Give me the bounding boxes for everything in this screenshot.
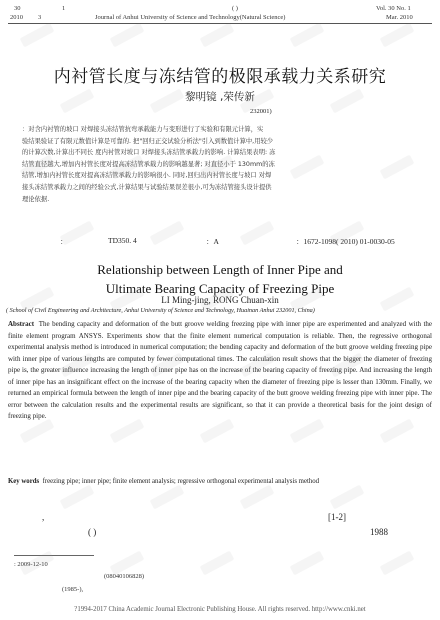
watermark-mark bbox=[200, 23, 235, 48]
article-number: ：1672-1098( 2010) 01-0030-05 bbox=[296, 237, 395, 246]
watermark-mark bbox=[330, 485, 365, 510]
watermark-mark bbox=[240, 221, 275, 246]
meta-colon: ： bbox=[60, 237, 68, 246]
watermark-mark bbox=[380, 551, 415, 576]
watermark-mark bbox=[290, 551, 325, 576]
en-affiliation: ( School of Civil Engineering and Architecture, Anhui University of Science and Technology, Huainan Anhui 232001, China) bbox=[6, 307, 315, 314]
keywords-label: Key words bbox=[8, 478, 40, 485]
watermark-mark bbox=[60, 485, 95, 510]
header-vol-en: Vol. 30 No. 1 bbox=[376, 5, 411, 12]
header-month-cn: 3 bbox=[38, 14, 42, 21]
header-no-cn: 1 bbox=[62, 5, 66, 12]
cn-abstract-line: ：对含内衬管的坡口 对焊接头冻结管抗弯承载能力与变形进行了实验和有限元计算，实 bbox=[22, 126, 264, 133]
en-title-line: Relationship between Length of Inner Pipe and bbox=[97, 262, 343, 277]
en-authors: LI Ming-jing, RONG Chuan-xin bbox=[161, 295, 279, 305]
watermark-mark bbox=[150, 485, 185, 510]
en-abstract-label: Abstract bbox=[8, 320, 35, 328]
note-received: : 2009-12-10 bbox=[14, 561, 48, 568]
watermark-mark bbox=[110, 551, 145, 576]
cn-abstract-line: 验结果验证了有限元数值计算是可靠的. 把"回归正交试验分析法"引入到数值计算中,用较少 bbox=[22, 137, 274, 145]
cn-abstract-line: 理论依据. bbox=[22, 195, 50, 203]
watermark-mark bbox=[290, 23, 325, 48]
cn-abstract-line: 接头冻结管承载力之间的经验公式,计算结果与试验结果误差很小,可为冻结管接头设计提供 bbox=[22, 183, 272, 191]
header-paren: ( ) bbox=[232, 5, 238, 12]
cn-authors: 黎明镜 ,荣传新 bbox=[185, 91, 255, 103]
header-date-en: Mar. 2010 bbox=[386, 14, 413, 21]
cn-title: 内衬管长度与冻结管的极限承载力关系研究 bbox=[53, 67, 387, 87]
note-bio: (1985-), bbox=[62, 586, 84, 593]
keywords bbox=[8, 477, 432, 487]
watermark-mark bbox=[240, 485, 275, 510]
watermark-mark bbox=[110, 23, 145, 48]
body-paren: ( ) bbox=[88, 527, 97, 537]
cn-abstract-line: 结管直径越大,增加内衬管长度对提高冻结管承载力的影响越显著; 对直径小于 130mm的冻 bbox=[22, 160, 275, 168]
watermark-mark bbox=[200, 551, 235, 576]
en-title-line: Ultimate Bearing Capacity of Freezing Pipe bbox=[105, 281, 335, 296]
watermark-mark bbox=[380, 23, 415, 48]
body-year: 1988 bbox=[370, 527, 388, 537]
cn-abstract-line: 结管,增加内衬管长度对提高冻结管承载力的影响很小. 同时,回归出内衬管长度与坡口 对焊 bbox=[22, 172, 272, 180]
cn-affiliation-code: 232001) bbox=[250, 108, 272, 115]
header-journal-en: Journal of Anhui University of Science and Technology(Natural Science) bbox=[95, 14, 286, 21]
watermark-mark bbox=[20, 23, 55, 48]
body-comma: , bbox=[42, 512, 45, 522]
clc-number: TD350. 4 bbox=[108, 236, 137, 245]
footnote-rule bbox=[14, 555, 94, 556]
note-fund: (08040106828) bbox=[104, 573, 145, 580]
watermark-mark bbox=[60, 221, 95, 246]
document-code: ：A bbox=[206, 237, 219, 246]
cn-abstract-line: 的计算次数,计算出不同长 度内衬管对坡口 对焊接头冻结管承载力的影响. 计算结果表明: 冻 bbox=[22, 149, 276, 157]
watermark-mark bbox=[150, 221, 185, 246]
header-year: 2010 bbox=[10, 14, 23, 21]
body-citation: [1-2] bbox=[328, 512, 346, 522]
keywords-text: freezing pipe; inner pipe; finite element analysis; regressive orthogonal experimental analysis method bbox=[42, 478, 320, 485]
footer: ?1994-2017 China Academic Journal Electronic Publishing House. All rights reserved. http://www.cnki.net bbox=[74, 606, 366, 613]
en-abstract-text: The bending capacity and deformation of the butt groove welding freezing pipe with inner pipe are experimented and analyzed with the finite element program ANSYS. Experiments show that the finite element numerical computation is reliable. Then, the regressive orthogonal experimental analysis method is introduced in numerical computation; the bending capacity and deformation of the butt groove welding freezing pipe with inner pipe of various lengths are computed by fewer computational times. The calculation result shows that the bigger the diameter of freezing pipe is, the greater influence increasing the length of inner pipe has on the increase of the bearing capacity of freezing pipe. And increasing the length of inner pipe has an insignificant effect on the increase of the bearing capacity when the diameter of freezing pipe is lesser than 130mm. Finally, we returned an empirical formula between the length of inner pipe and the bearing capacity of the butt groove welding freezing pipe with inner pipe. The error between the calculation results and the experimental results are significant, so that it can provide a theoretical basis for the joint design of freezing pipe. bbox=[8, 320, 432, 420]
header-vol-cn: 30 bbox=[14, 5, 21, 12]
header-rule bbox=[8, 23, 432, 24]
